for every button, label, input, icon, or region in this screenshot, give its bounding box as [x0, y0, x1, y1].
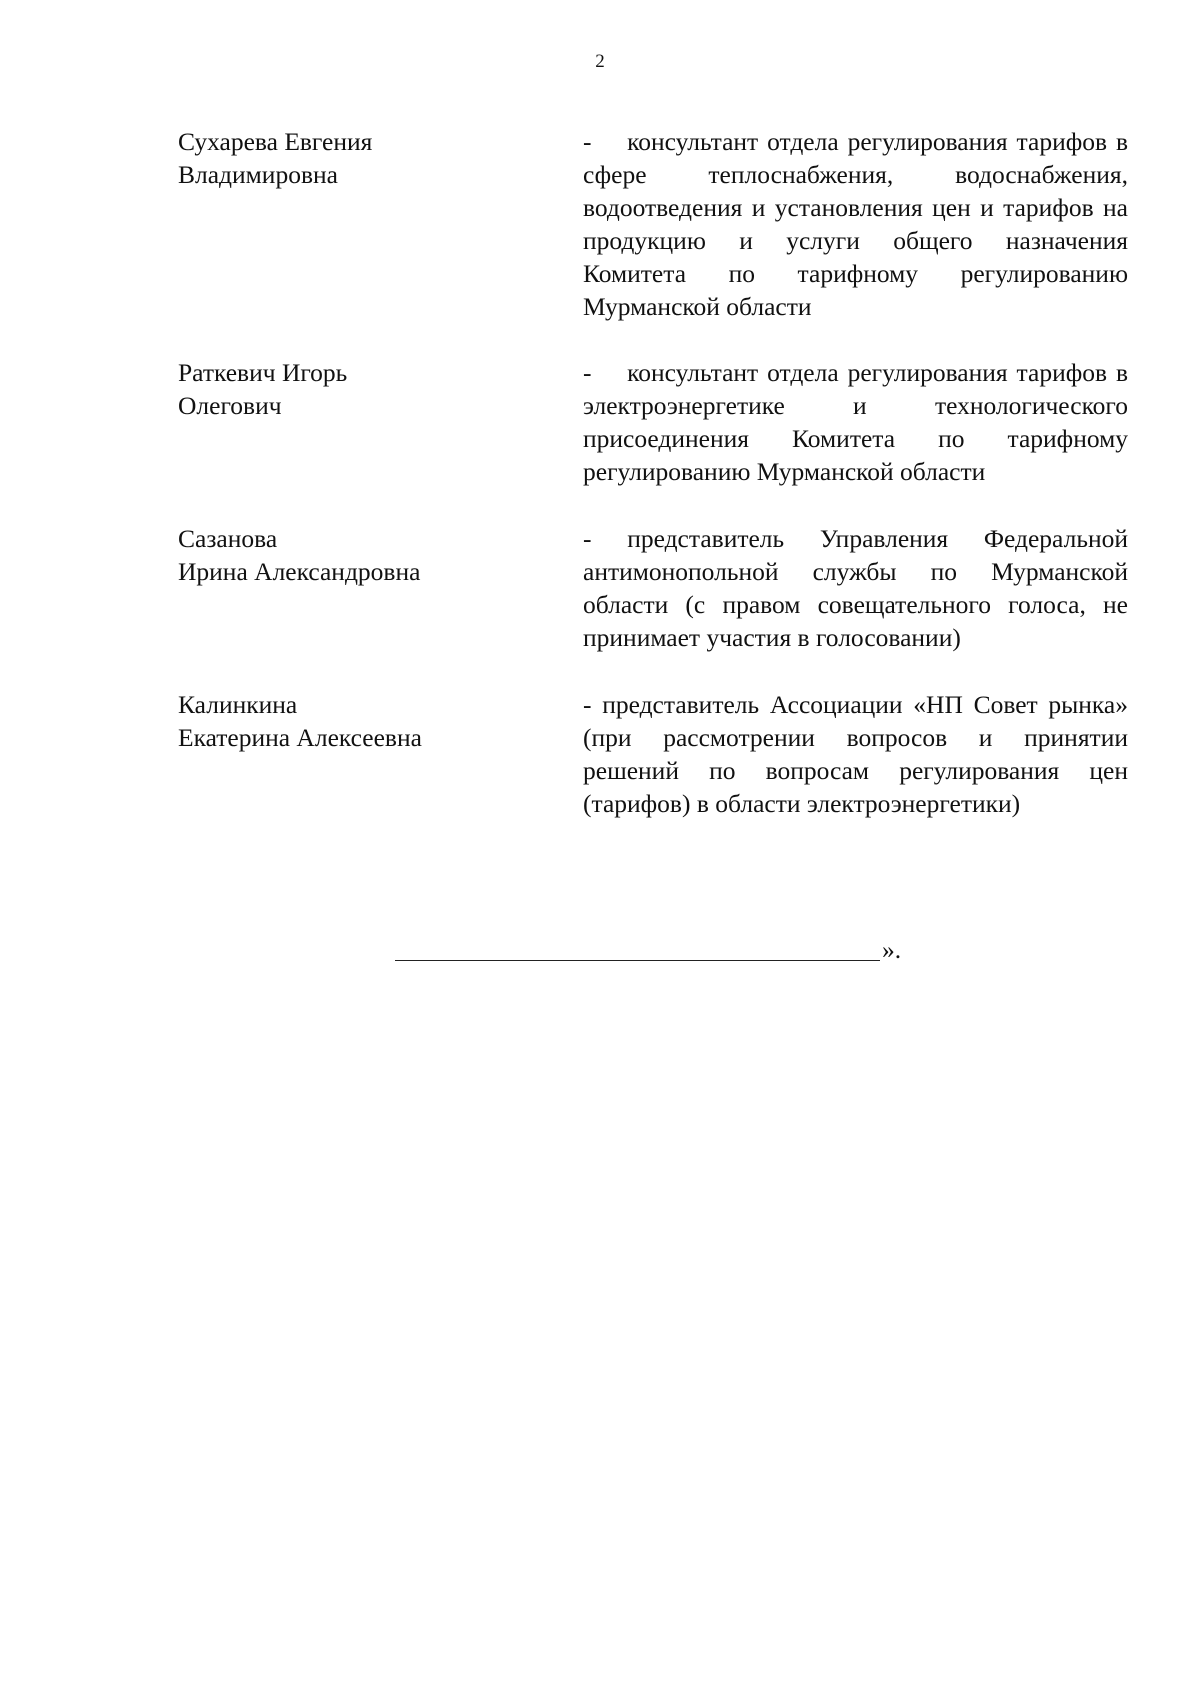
member-name-line1: Раткевич Игорь — [178, 358, 348, 387]
member-name-line1: Сухарева Евгения — [178, 127, 373, 156]
member-role: - представитель Управления Федеральной антимонопольной службы по Мурманской области (с правом совещательного голоса, не принимает участия в голосовании) — [583, 524, 1128, 652]
member-name — [178, 688, 583, 754]
member-role: - консультант отдела регулирования тарифов в сфере теплоснабжения, водоснабжения, водоотведения и установления цен и тарифов на продукцию и услуги общего назначения Комитета по тарифному регулированию Мурманской области — [583, 127, 1128, 321]
member-role: - консультант отдела регулирования тарифов в электроэнергетике и технологического присоединения Комитета по тарифному регулированию Мурманской области — [583, 358, 1128, 486]
member-name-line1: Калинкина — [178, 690, 298, 719]
member-name — [178, 522, 583, 588]
closing-separator — [395, 935, 901, 965]
members-list — [178, 125, 1128, 853]
member-row — [178, 356, 1128, 488]
member-name-line2: Владимировна — [178, 160, 338, 189]
member-role: - представитель Ассоциации «НП Совет рынка» (при рассмотрении вопросов и принятии решений по вопросам регулирования цен (тарифов) в области электроэнергетики) — [583, 690, 1128, 818]
member-name-line1: Сазанова — [178, 524, 278, 553]
member-name — [178, 356, 583, 422]
page-number: 2 — [595, 51, 605, 72]
member-name-line2: Олегович — [178, 391, 282, 420]
separator-line — [395, 960, 880, 961]
member-row — [178, 688, 1128, 820]
member-row — [178, 125, 1128, 323]
member-row — [178, 522, 1128, 654]
member-name-line2: Ирина Александровна — [178, 557, 421, 586]
closing-quote-mark: ». — [882, 935, 902, 964]
member-name — [178, 125, 583, 191]
member-name-line2: Екатерина Алексеевна — [178, 723, 422, 752]
